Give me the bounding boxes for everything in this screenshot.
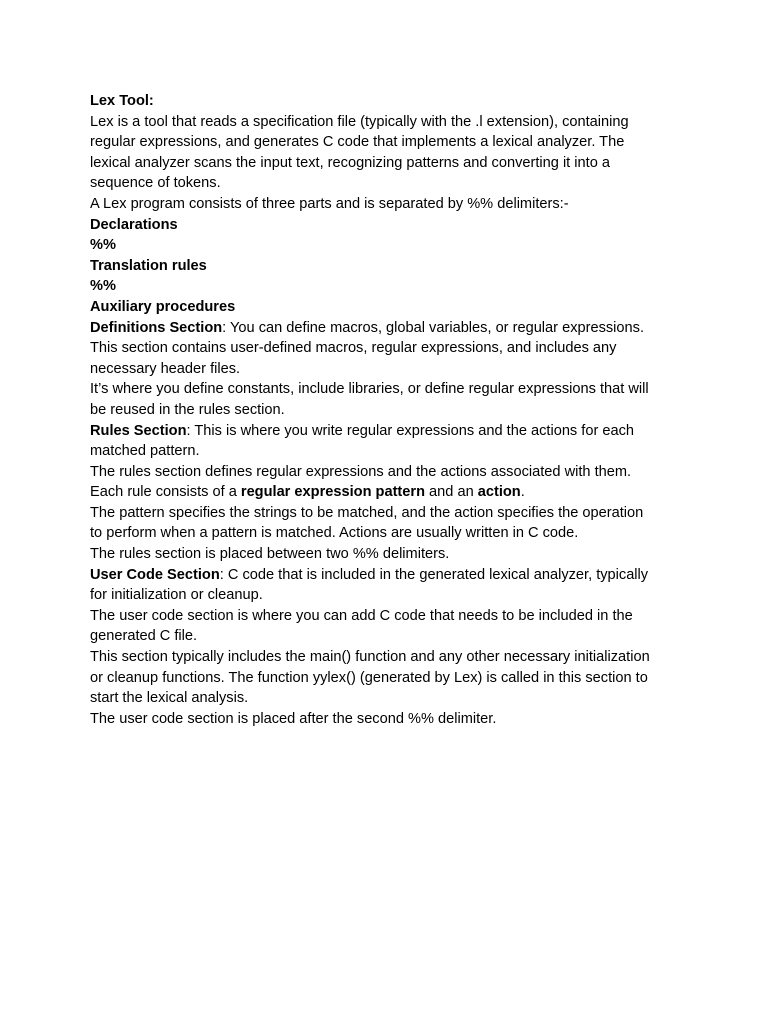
document-body xyxy=(90,91,690,729)
user-code-section-heading: User Code Section xyxy=(90,566,220,583)
rules-line: Each rule consists of a regular expression pattern and an action. xyxy=(90,484,525,501)
rules-line: The pattern specifies the strings to be matched, and the action specifies the operation xyxy=(90,504,644,521)
user-code-line: for initialization or cleanup. xyxy=(90,587,263,604)
user-code-line: or cleanup functions. The function yylex() (generated by Lex) is called in this section to xyxy=(90,669,648,686)
structure-auxiliary-procedures: Auxiliary procedures xyxy=(90,298,236,315)
user-code-section-intro: User Code Section: C code that is included in the generated lexical analyzer, typically xyxy=(90,566,649,583)
user-code-line: This section typically includes the main() function and any other necessary initialization xyxy=(90,649,650,666)
user-code-line: The user code section is where you can add C code that needs to be included in the xyxy=(90,607,633,624)
action-term: action xyxy=(477,484,521,501)
user-code-line: The user code section is placed after the second %% delimiter. xyxy=(90,710,497,727)
definitions-line: be reused in the rules section. xyxy=(90,401,285,418)
structure-delimiter: %% xyxy=(90,278,116,295)
intro-line: Lex is a tool that reads a specification file (typically with the .l extension), containing xyxy=(90,113,629,130)
rules-line: to perform when a pattern is matched. Actions are usually written in C code. xyxy=(90,525,579,542)
structure-delimiter: %% xyxy=(90,237,116,254)
rules-line: The rules section is placed between two %% delimiters. xyxy=(90,546,450,563)
intro-line: lexical analyzer scans the input text, recognizing patterns and converting it into a xyxy=(90,154,610,171)
rules-line: The rules section defines regular expressions and the actions associated with them. xyxy=(90,463,632,480)
user-code-line: generated C file. xyxy=(90,628,198,645)
definitions-line: necessary header files. xyxy=(90,360,241,377)
regular-expression-pattern-term: regular expression pattern xyxy=(240,484,425,501)
rules-line: matched pattern. xyxy=(90,443,200,460)
structure-declarations: Declarations xyxy=(90,216,178,233)
intro-line: regular expressions, and generates C code that implements a lexical analyzer. The xyxy=(90,134,625,151)
document-title: Lex Tool: xyxy=(90,93,154,109)
rules-section-heading: Rules Section xyxy=(90,422,187,439)
definitions-line: It’s where you define constants, include libraries, or define regular expressions that will xyxy=(90,381,649,398)
definitions-section-heading: Definitions Section xyxy=(90,319,223,336)
rules-section-intro: Rules Section: This is where you write regular expressions and the actions for each xyxy=(90,422,635,439)
intro-line: sequence of tokens. xyxy=(90,175,221,192)
definitions-line: This section contains user-defined macros, regular expressions, and includes any xyxy=(90,340,617,357)
intro-line: A Lex program consists of three parts and is separated by %% delimiters:- xyxy=(90,195,569,212)
structure-translation-rules: Translation rules xyxy=(90,257,207,274)
user-code-line: start the lexical analysis. xyxy=(90,690,249,707)
definitions-section-intro: Definitions Section: You can define macros, global variables, or regular expressions. xyxy=(90,319,645,336)
